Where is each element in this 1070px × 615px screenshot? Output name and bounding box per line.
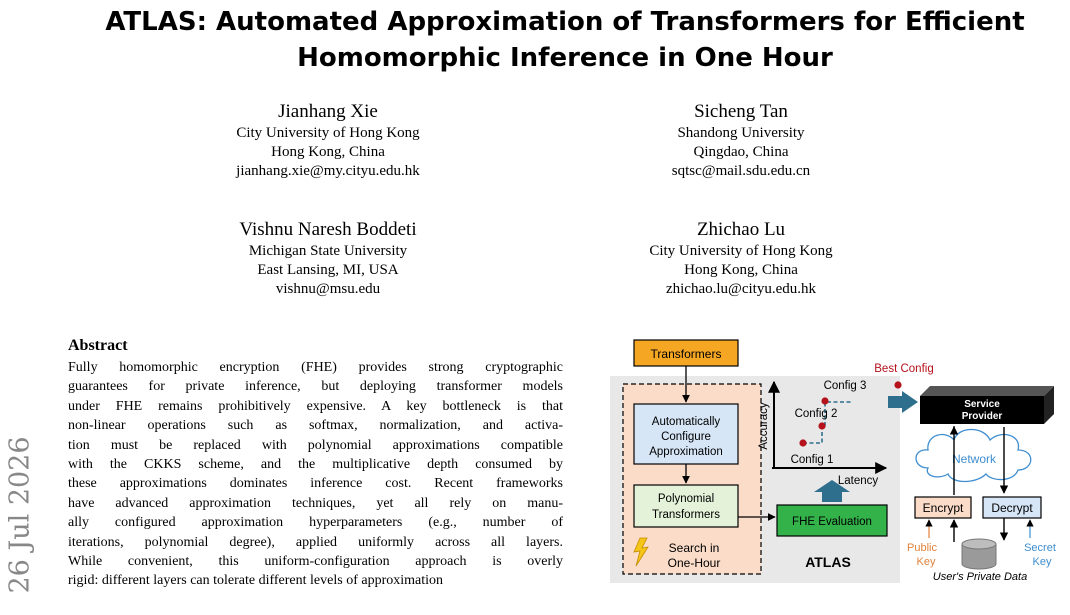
config-point <box>799 439 806 446</box>
config-point <box>818 422 825 429</box>
encrypt-label: Encrypt <box>922 501 964 515</box>
author-email: zhichao.lu@cityu.edu.hk <box>665 281 817 297</box>
atlas-label: ATLAS <box>805 554 851 570</box>
auto-config-line: Automatically <box>651 416 721 428</box>
author-affiliation: City University of Hong Kong <box>649 243 833 259</box>
author-block <box>581 218 901 299</box>
latency-label: Latency <box>837 475 879 487</box>
author-email: sqtsc@mail.sdu.edu.cn <box>671 163 811 179</box>
secret-key-line: Key <box>1032 556 1052 568</box>
fhe-evaluation-label: FHE Evaluation <box>792 516 872 528</box>
accuracy-label: Accuracy <box>758 402 770 450</box>
abstract-line: under FHE remains prohibitively expensive. A key bottleneck is that <box>68 398 563 414</box>
abstract-line: Fully homomorphic encryption (FHE) provides strong cryptographic <box>68 360 563 375</box>
author-location: Qingdao, China <box>693 144 789 160</box>
title-line-2: Homomorphic Inference in One Hour <box>297 43 833 73</box>
author-email: jianhang.xie@my.cityu.edu.hk <box>236 163 420 179</box>
abstract-line: these approximations dominates inference cost. Recent frameworks <box>68 476 563 492</box>
service-provider-top <box>920 386 1054 396</box>
author-location: Hong Kong, China <box>684 262 798 278</box>
auto-config-line: Configure <box>661 431 711 443</box>
transformers-label: Transformers <box>650 347 722 361</box>
author-location: East Lansing, MI, USA <box>257 262 399 278</box>
abstract-line: have advanced approximation techniques, yet all rely on manu- <box>68 495 563 511</box>
auto-config-line: Approximation <box>649 446 723 458</box>
author-block <box>581 100 901 181</box>
search-line: Search in <box>668 541 720 555</box>
author-name: Jianhang Xie <box>278 101 378 122</box>
author-location: Hong Kong, China <box>271 144 385 160</box>
abstract-heading: Abstract <box>68 337 128 354</box>
author-block <box>168 100 488 181</box>
abstract-line: non-linear operations such as softmax, normalization, and activa- <box>68 418 563 434</box>
abstract-line: guarantees for private inference, but deploying transformer models <box>68 379 563 395</box>
abstract-line: ally configured approximation hyperparameters (e.g., number of <box>68 515 563 531</box>
abstract-body <box>68 358 563 591</box>
paper-title <box>60 4 1070 76</box>
atlas-overview-figure <box>590 330 1060 615</box>
network-label: Network <box>951 452 997 466</box>
service-provider-line: Provider <box>961 411 1003 422</box>
secret-key-line: Secret <box>1024 542 1056 554</box>
public-key-line: Key <box>916 556 936 568</box>
config1-label: Config 1 <box>790 454 834 466</box>
arxiv-side-stamp <box>0 415 40 615</box>
poly-line: Polynomial <box>657 493 715 505</box>
author-name: Sicheng Tan <box>694 101 788 122</box>
poly-line: Transformers <box>652 509 720 521</box>
config-point <box>821 397 828 404</box>
arxiv-date: 26 Jul 2026 <box>4 436 36 594</box>
private-data-label: User's Private Data <box>932 571 1028 583</box>
author-name: Zhichao Lu <box>696 219 786 240</box>
abstract-line: with the CKKS scheme, and the multiplicative depth consumed by <box>68 457 563 473</box>
best-config-label: Best Config <box>874 363 934 375</box>
config3-label: Config 3 <box>823 380 867 392</box>
author-block <box>168 218 488 299</box>
author-affiliation: City University of Hong Kong <box>236 125 420 141</box>
best-config-point <box>894 381 901 388</box>
decrypt-label: Decrypt <box>991 501 1033 515</box>
abstract-line: iterations, polynomial degree), applied uniformly across all layers. <box>68 534 563 550</box>
search-line: One-Hour <box>667 556 721 570</box>
abstract-line: tion must be replaced with polynomial approximations compatible <box>68 437 563 453</box>
author-name: Vishnu Naresh Boddeti <box>239 219 417 240</box>
config2-label: Config 2 <box>794 408 838 420</box>
author-affiliation: Michigan State University <box>248 243 408 259</box>
public-key-line: Public <box>907 542 937 554</box>
service-provider-line: Service <box>964 399 1000 410</box>
author-affiliation: Shandong University <box>677 125 805 141</box>
title-line-1: ATLAS: Automated Approximation of Transformers for Efficient <box>105 7 1025 37</box>
author-email: vishnu@msu.edu <box>275 281 381 297</box>
abstract-line: rigid: different layers can tolerate different levels of approximation <box>68 573 444 589</box>
abstract-line: While convenient, this uniform-configuration approach is overly <box>68 554 563 570</box>
